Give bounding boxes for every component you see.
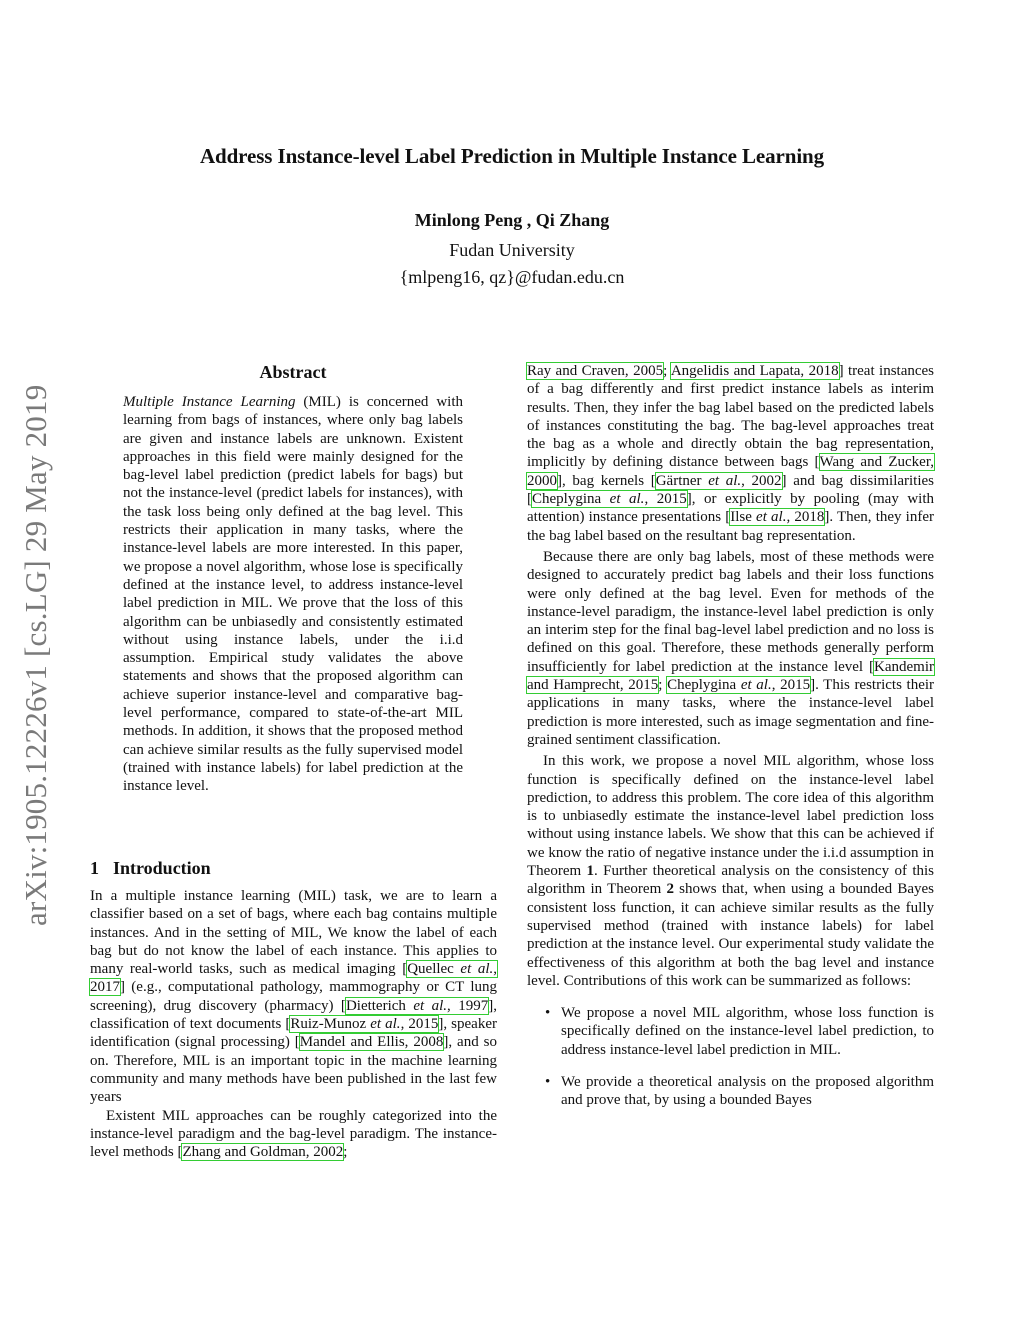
contribution-list — [527, 1004, 934, 1109]
section-number: 1 — [90, 858, 99, 878]
introduction-section — [90, 858, 497, 1161]
cite-year: , 2002 — [741, 472, 782, 489]
citation-cheplygina-2[interactable] — [667, 677, 810, 693]
cite-text: Dietterich — [345, 997, 414, 1014]
intro-paragraph-1 — [90, 887, 497, 1107]
cite-text: Ruiz-Munoz — [290, 1016, 371, 1033]
citation-angelidis[interactable]: Angelidis and Lapata, 2018 — [670, 363, 839, 379]
cite-etal: et al. — [756, 509, 787, 526]
bullet-icon: • — [545, 1005, 551, 1022]
author-list: Minlong Peng , Qi Zhang — [414, 210, 610, 230]
right-paragraph-3 — [527, 752, 934, 990]
cite-etal: et al. — [370, 1016, 401, 1033]
text-run: ], or explicitly by pooling (may with attention) instance presentations [ — [527, 491, 935, 526]
citation-mandel[interactable]: Mandel and Ellis, 2008 — [299, 1034, 444, 1051]
list-item-text: We propose a novel MIL algorithm, whose loss function is specifically defined on the instance-level label prediction, to address instance-level label prediction in MIL. — [561, 1005, 934, 1058]
citation-dietterich[interactable] — [346, 998, 488, 1014]
cite-text: Gärtner — [655, 472, 709, 489]
abstract-text — [123, 393, 463, 796]
intro-paragraph-2 — [90, 1107, 497, 1162]
citation-wang[interactable]: Wang and Zucker, 2000 — [527, 454, 934, 489]
text-run: ] treat instances of a bag differently and first predict instance labels as interim results. Then, they infer the bag label based on the predicted labels of instances constituting the bag. The bag-level approaches treat the bag as a whole and directly obtain the bag representation, implicitly by defining distance between bags [ — [527, 363, 935, 471]
right-paragraph-1 — [527, 362, 934, 545]
cite-year: , 2015 — [400, 1016, 439, 1033]
cite-text: Ilse — [730, 509, 757, 526]
cite-year: , 1997 — [447, 997, 489, 1014]
paper-title: Address Instance-level Label Prediction in Multiple Instance Learning — [199, 144, 825, 168]
affiliation: Fudan University — [449, 240, 575, 260]
theorem-ref-1[interactable]: 1 — [586, 863, 595, 880]
cite-etal: et al. — [609, 491, 645, 508]
cite-etal: et al. — [413, 997, 448, 1014]
cite-text: Cheplygina — [532, 491, 610, 508]
text-run: ], speaker identification (signal processing) [ — [90, 1016, 497, 1051]
abstract-heading: Abstract — [259, 362, 327, 382]
citation-ilse[interactable] — [730, 509, 824, 525]
right-column — [527, 362, 934, 1124]
citation-kandemir[interactable]: Kandemir and Hamprecht, 2015 — [527, 658, 934, 694]
cite-year: , 2017 — [90, 961, 497, 996]
right-paragraph-2 — [527, 548, 934, 749]
abstract-section — [123, 362, 463, 796]
abstract-body: (MIL) is concerned with learning from bags of instances, where only bag labels are given and instance labels are unknown. Existent approaches in this field were mainly designed for the bag-level label prediction (predict labels for bags) but not the instance-level (predict labels for instances), with the task loss being only defined at the bag level. This restricts their application in many tasks, where the instance-level labels are more interested. In this paper, we propose a novel algorithm, whose lose is specifically defined at the instance level, to address instance-level label prediction in MIL. We prove that the loss of this algorithm can be unbiasedly and consistently estimated without using instance labels, under the i.i.d assumption. Empirical study validates the above statements and shows that the proposed algorithm can achieve superior instance-level and comparative bag-level performance, compared to state-of-the-art MIL methods. In addition, it shows that the proposed method can achieve similar results as the fully supervised model (trained with instance labels) for label prediction at the instance level. — [123, 394, 463, 795]
section-title: Introduction — [113, 858, 211, 878]
text-run: ] and bag dissimilarities [ — [527, 472, 935, 508]
cite-year: , 2015 — [771, 677, 811, 694]
list-item — [527, 1073, 934, 1110]
citation-cheplygina-1[interactable] — [532, 491, 687, 507]
text-run: ] (e.g., computational pathology, mammography or CT lung screening), drug discovery (pharmacy) [ — [90, 979, 497, 1014]
list-item-text: We provide a theoretical analysis on the proposed algorithm and prove that, by using a bounded Bayes — [561, 1073, 934, 1109]
cite-etal: et al. — [708, 472, 742, 489]
text-run: ; — [343, 1144, 348, 1161]
text-run: In a multiple instance learning (MIL) task, we are to learn a classifier based on a set of bags, where each bag contains multiple instances. And in the setting of MIL, We know the label of each bag but do not know the label of each instance. This applies to many real-world tasks, such as medical imaging [ — [90, 888, 497, 978]
cite-text: Cheplygina — [667, 677, 741, 694]
citation-ruiz-munoz[interactable] — [290, 1016, 438, 1032]
text-run: ], bag kernels [ — [557, 472, 656, 489]
text-run: ]. Then, they infer the bag label based on the resultant bag representation. — [527, 509, 934, 544]
author-email: {mlpeng16, qz}@fudan.edu.cn — [399, 267, 625, 287]
text-run: ; — [658, 677, 668, 694]
cite-year: , 2015 — [644, 491, 687, 508]
text-run: ], and so on. Therefore, MIL is an important topic in the machine learning community and many methods have been published in the last few years — [90, 1034, 497, 1106]
cite-year: , 2018 — [786, 509, 825, 526]
cite-text: Quellec — [407, 961, 461, 978]
arxiv-stamp: arXiv:1905.12226v1 [cs.LG] 29 May 2019 — [18, 384, 53, 926]
text-run: Because there are only bag labels, most of these methods were designed to accurately predict bag labels and their loss functions were only defined at the bag level. Even for methods of the instance-level paradigm, the instance-level label prediction is only an interim step for the final bag-level label prediction and no loss is defined on this goal. Therefore, these methods generally perform insufficiently for label prediction at the instance level [ — [527, 548, 934, 675]
text-run: ], classification of text documents [ — [90, 997, 497, 1033]
citation-ray[interactable]: Ray and Craven, 2005 — [527, 363, 664, 379]
text-run: Existent MIL approaches can be roughly categorized into the instance-level paradigm and the bag-level paradigm. The instance-level methods [ — [90, 1107, 497, 1161]
text-run: ; — [663, 363, 671, 379]
list-item — [527, 1004, 934, 1059]
introduction-heading — [90, 858, 497, 879]
text-run: ]. This restricts their applications in many tasks, where the instance-level label prediction is more interested, such as image segmentation and fine-grained sentiment classification. — [527, 677, 935, 748]
text-run: In this work, we propose a novel MIL algorithm, whose loss function is specifically defined on the instance-level label prediction, to address this problem. The core idea of this algorithm is to unbiasedly estimate the instance-level label prediction loss without using instance labels. We show that this can be achieved if we know the ratio of negative instance under the i.i.d assumption in Theorem — [527, 753, 934, 880]
citation-gartner[interactable] — [656, 473, 782, 489]
text-run: . Further theoretical analysis on the consistency of this algorithm in Theorem — [527, 863, 934, 898]
text-run: shows that, when using a bounded Bayes consistent loss function, it can achieve similar results as the fully supervised method (trained with instance labels) for label prediction at the instance level. Our experimental study validate the effectiveness of this algorithm at both the bag level and instance level. Contributions of this work can be summarized as follows: — [527, 881, 934, 989]
theorem-ref-2[interactable]: 2 — [666, 881, 674, 898]
citation-zhang[interactable]: Zhang and Goldman, 2002 — [182, 1144, 344, 1161]
cite-etal: et al. — [740, 677, 772, 694]
bullet-icon: • — [545, 1073, 551, 1090]
cite-etal: et al. — [460, 961, 494, 978]
abstract-mil-term: Multiple Instance Learning — [123, 394, 296, 410]
